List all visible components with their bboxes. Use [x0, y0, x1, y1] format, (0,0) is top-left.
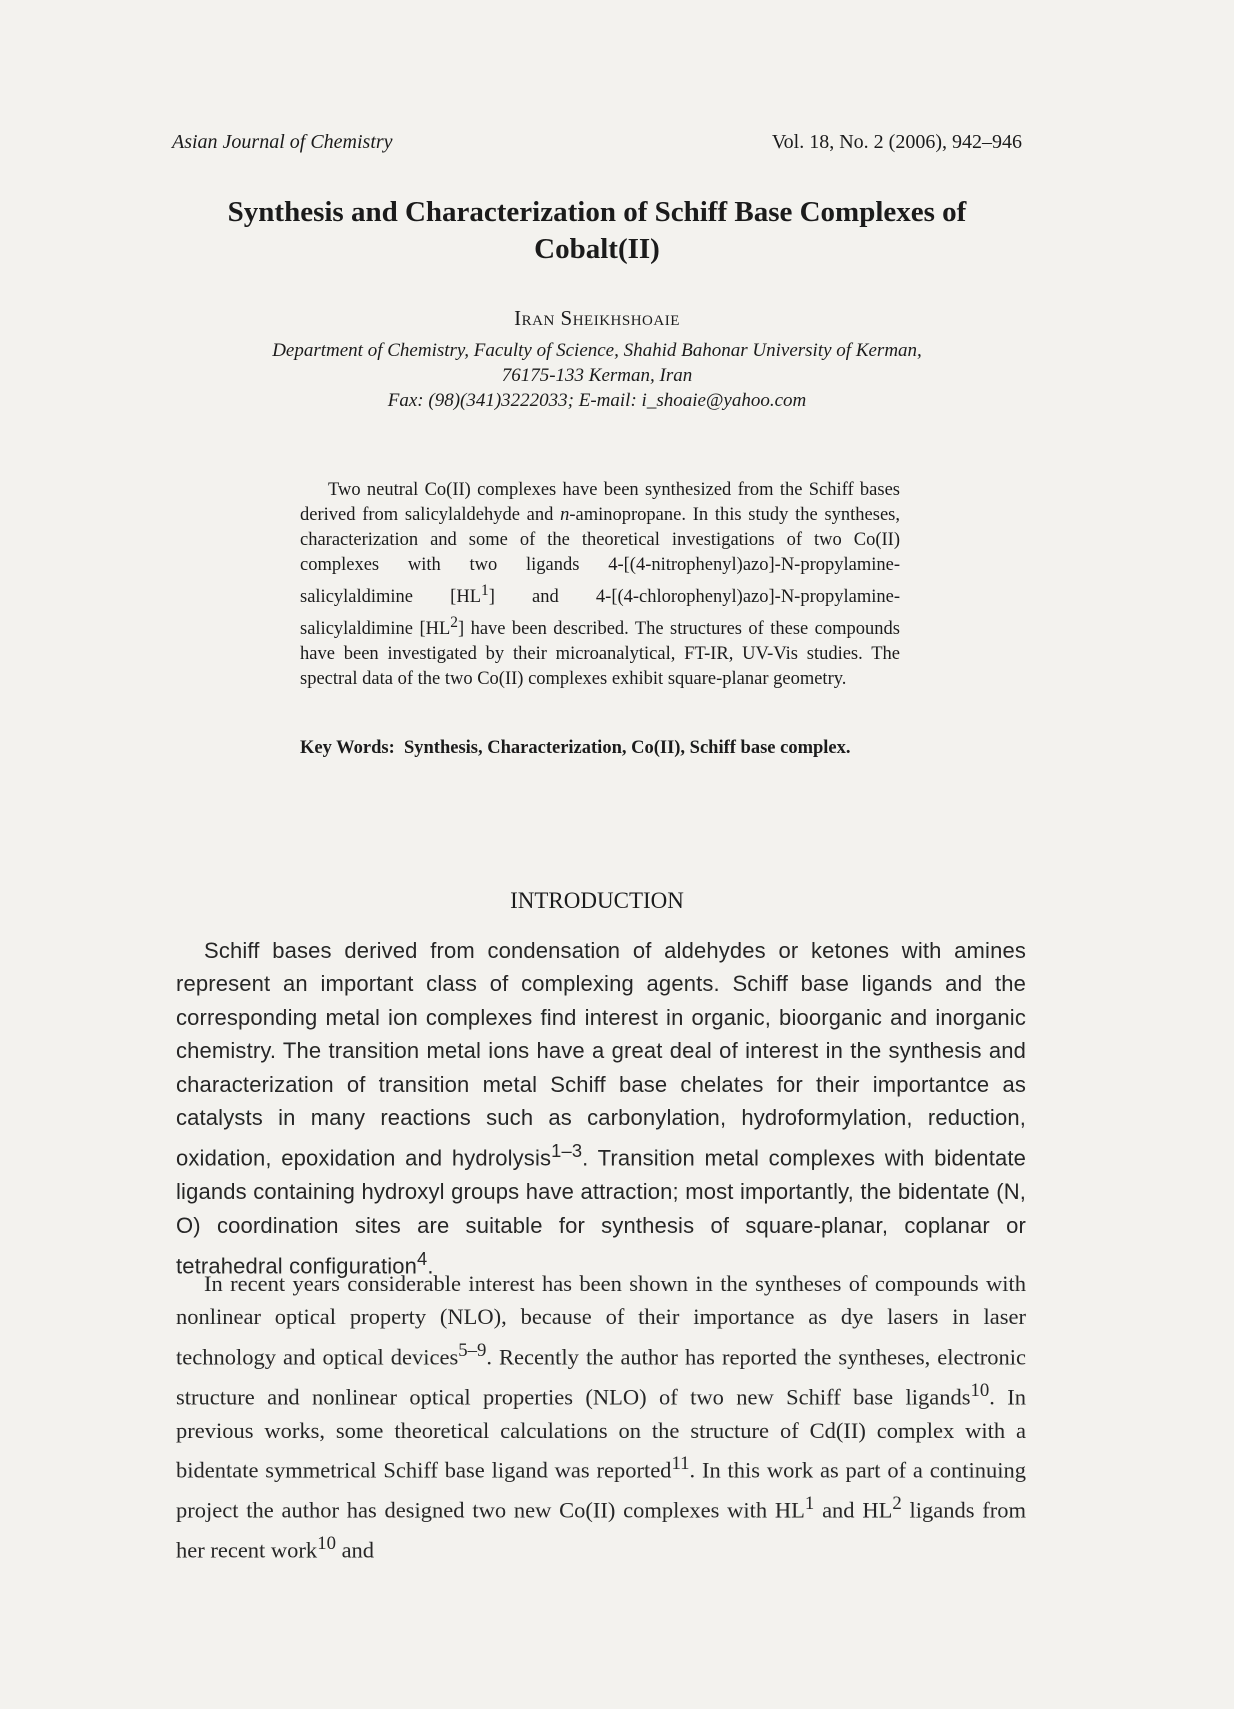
intro-paragraph-1: Schiff bases derived from condensation of aldehydes or ketones with amines represent an important class of complexing agents. Schiff base ligands and the corresponding metal ion complexes find interest in organic, bioorganic and inorganic chemistry. The transition metal ions have a great deal of interest in the synthesis and characterization of transition metal Schiff base chelates for their importantce as catalysts in many reactions such as carbonylation, hydroformylation, reduction, oxidation, epoxidation and hydrolysis$^{1-3}$. Transition metal complexes with bidentate ligands containing hydroxyl groups have attraction; most importantly, the bidentate (N, O) coordination sites are suitable for synthesis of square-planar, coplanar or tetrahedral configuration$^4$. [176, 938, 1026, 1279]
author-name: Iran Sheikhshoaie [514, 306, 680, 330]
keywords-label: Key Words: [300, 738, 395, 758]
affiliation-line-2: 76175-133 Kerman, Iran [501, 365, 693, 386]
keywords-text: Synthesis, Characterization, Co(II), Schiff base complex. [403, 738, 851, 758]
volume-info: Vol. 18, No. 2 (2006), 942–946 [771, 131, 1022, 153]
affiliation-contact: Fax: (98)(341)3222033; E-mail: i_shoaie@yahoo.com [387, 390, 807, 411]
article-title: Synthesis and Characterization of Schiff Base Complexes of Cobalt(II) [227, 196, 967, 265]
keywords [300, 736, 900, 761]
affiliation [172, 338, 1022, 413]
abstract: Two neutral Co(II) complexes have been synthesized from the Schiff bases derived from salicylaldehyde and n-aminopropane. In this study the syntheses, characterization and some of the theoretical investigations of two Co(II) complexes with two ligands 4-[(4-nitrophenyl)azo]-N-propylamine-salicylaldimine $[HL^1]$ and 4-[(4-chlorophenyl)azo]-N-propylamine-salicylaldimine $[HL^2]$ have been described. The structures of these compounds have been investigated by their microanalytical, FT-IR, UV-Vis studies. The spectral data of the two Co(II) complexes exhibit square-planar geometry. [300, 480, 900, 690]
journal-name: Asian Journal of Chemistry [172, 131, 393, 153]
intro-paragraph-2: In recent years considerable interest has been shown in the syntheses of compounds with nonlinear optical property (NLO), because of their importance as dye lasers in laser technology and optical devices$^{5-9}$. Recently the author has reported the syntheses, electronic structure and nonlinear optical properties (NLO) of two new Schiff base ligands$^{10}$. In previous works, some theoretical calculations on the structure of Cd(II) complex with a bidentate symmetrical Schiff base ligand was reported$^{11}$. In this work as part of a continuing project the author has designed two new Co(II) complexes with $HL^1$ and $HL^2$ ligands from her recent work$^{10}$ and [176, 1271, 1026, 1563]
affiliation-line-1: Department of Chemistry, Faculty of Science, Shahid Bahonar University of Kerman, [272, 340, 922, 361]
section-heading-introduction: INTRODUCTION [510, 888, 684, 913]
